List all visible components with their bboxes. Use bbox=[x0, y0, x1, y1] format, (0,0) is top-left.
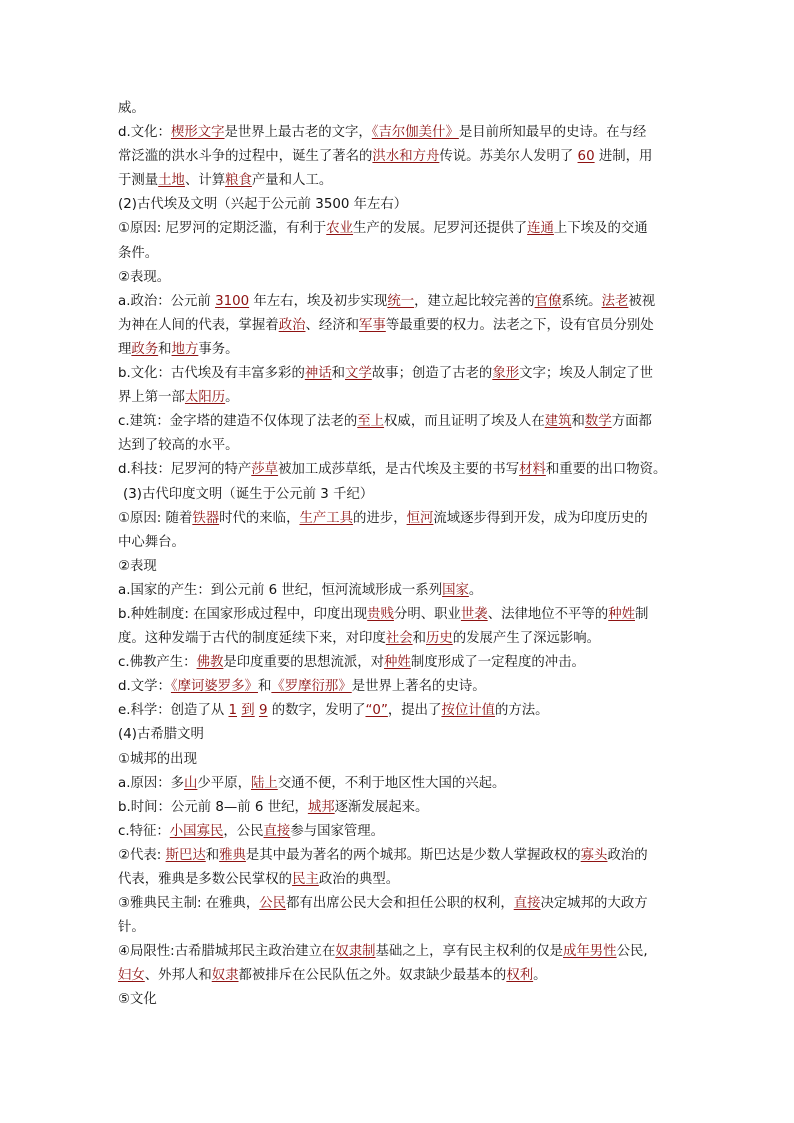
highlighted-term: 民主 bbox=[292, 872, 319, 887]
text-segment: 参与国家管理。 bbox=[290, 823, 385, 839]
highlighted-term: 文学 bbox=[345, 366, 372, 382]
highlighted-term: 山 bbox=[184, 775, 198, 791]
text-segment: 是世界上最古老的文字， bbox=[224, 125, 372, 141]
highlighted-term: 官僚 bbox=[534, 293, 562, 309]
text-segment: 少平原， bbox=[197, 775, 251, 791]
highlighted-term: 陆上 bbox=[250, 775, 278, 791]
text-segment: b.文化：古代埃及有丰富多彩的 bbox=[118, 366, 305, 382]
text-segment: 和 bbox=[331, 366, 346, 382]
text-segment: 和重要的出口物资。 bbox=[545, 462, 667, 478]
text-segment: 传说。苏美尔人发明了 bbox=[439, 149, 578, 165]
text-line bbox=[118, 266, 678, 290]
highlighted-term: 土地 bbox=[158, 173, 185, 189]
text-line bbox=[118, 651, 678, 675]
text-line bbox=[118, 627, 678, 651]
text-segment: 是印度重要的思想流派，对 bbox=[223, 655, 385, 671]
text-segment: 条件。 bbox=[118, 245, 159, 261]
text-segment: 上下埃及的交通 bbox=[553, 221, 648, 237]
text-segment: 、经济和 bbox=[305, 317, 360, 333]
highlighted-term: 铁器 bbox=[192, 510, 220, 526]
highlighted-term: 种姓 bbox=[384, 655, 411, 671]
text-line bbox=[118, 940, 678, 964]
text-segment: c.佛教产生： bbox=[118, 655, 197, 671]
highlighted-term: 太阳历 bbox=[184, 390, 226, 406]
text-segment: 事务。 bbox=[198, 341, 239, 357]
document-body bbox=[118, 97, 678, 1013]
highlighted-term: 直接 bbox=[513, 896, 541, 912]
text-segment: 。 bbox=[533, 968, 547, 984]
text-segment: 都被排斥在公民队伍之外。奴隶缺少最基本的 bbox=[238, 968, 507, 984]
text-segment: 流域逐步得到开发，成为印度历史的 bbox=[433, 510, 648, 526]
text-segment: 都有出席公民大会和担任公职的权利， bbox=[286, 896, 514, 912]
text-line bbox=[118, 410, 678, 434]
text-line bbox=[118, 603, 678, 627]
highlighted-term: 莎草 bbox=[251, 462, 279, 478]
highlighted-term: 60 bbox=[577, 149, 595, 165]
text-segment: 交通不便，不利于地区性大国的兴起。 bbox=[277, 775, 506, 791]
text-segment: a.国家的产生：到公元前 6 世纪，恒河流域形成一系列 bbox=[118, 582, 443, 598]
highlighted-term: 国家 bbox=[442, 582, 469, 598]
text-segment: 针。 bbox=[118, 920, 145, 936]
text-segment: 和 bbox=[412, 631, 426, 647]
highlighted-term: 按位计值 bbox=[441, 703, 496, 719]
text-line bbox=[118, 193, 678, 217]
text-segment: 。 bbox=[225, 390, 239, 406]
text-segment: (3)古代印度文明（诞生于公元前 3 千纪） bbox=[123, 486, 374, 502]
text-segment: ②表现 bbox=[118, 558, 157, 574]
highlighted-term: 军事 bbox=[359, 317, 386, 333]
text-segment: 、外邦人和 bbox=[144, 968, 212, 984]
text-segment: 和 bbox=[571, 414, 585, 430]
highlighted-term: 种姓 bbox=[608, 606, 635, 622]
text-line bbox=[118, 723, 678, 747]
highlighted-term: 9 bbox=[258, 703, 268, 719]
text-line bbox=[118, 386, 678, 410]
text-line bbox=[118, 844, 678, 868]
text-segment: ，提出了 bbox=[387, 703, 442, 719]
text-segment: 进制，用 bbox=[594, 149, 653, 165]
text-line bbox=[118, 988, 678, 1012]
text-segment: 于测量 bbox=[118, 173, 159, 189]
text-segment: 被视 bbox=[628, 293, 656, 309]
highlighted-term: 农业 bbox=[326, 221, 354, 237]
highlighted-term: 政务 bbox=[131, 341, 159, 357]
highlighted-term: 恒河 bbox=[406, 510, 434, 526]
highlighted-term: 贵贱 bbox=[367, 606, 394, 622]
text-segment: 达到了较高的水平。 bbox=[118, 438, 239, 454]
text-line bbox=[118, 555, 678, 579]
highlighted-term: 政治 bbox=[278, 317, 306, 333]
highlighted-term: 到 bbox=[241, 703, 255, 719]
highlighted-term: 城邦 bbox=[307, 799, 335, 815]
text-segment: 是世界上著名的史诗。 bbox=[351, 679, 486, 695]
text-segment: 威。 bbox=[118, 101, 145, 116]
highlighted-term: 寡头 bbox=[580, 847, 608, 863]
text-line bbox=[118, 362, 678, 386]
text-segment: 制 bbox=[634, 606, 649, 622]
text-segment: 文字；埃及人制定了世 bbox=[519, 366, 653, 382]
text-segment: 系统。 bbox=[561, 293, 602, 309]
text-line bbox=[118, 579, 678, 603]
highlighted-term: 材料 bbox=[519, 462, 546, 478]
highlighted-term: 斯巴达 bbox=[165, 847, 206, 863]
text-segment: ①城邦的出现 bbox=[118, 751, 197, 767]
highlighted-term: 成年男性 bbox=[563, 944, 617, 960]
text-segment: 中心舞台。 bbox=[118, 534, 185, 550]
text-segment: 度。这种发端于古代的制度延续下来，对印度 bbox=[118, 631, 386, 647]
highlighted-term: 社会 bbox=[385, 631, 413, 647]
text-segment: 、法律地位不平等的 bbox=[487, 606, 609, 622]
highlighted-term: 妇女 bbox=[118, 968, 145, 984]
text-line bbox=[118, 796, 678, 820]
text-segment: 界上第一部 bbox=[118, 390, 185, 406]
text-segment: 政治的典型。 bbox=[318, 872, 400, 887]
text-segment: d.文学： bbox=[118, 679, 171, 695]
highlighted-term: 《摩诃婆罗多》 bbox=[170, 679, 258, 695]
text-segment: 和 bbox=[158, 341, 172, 357]
highlighted-term: 连通 bbox=[527, 221, 554, 237]
text-segment: 产量和人工。 bbox=[251, 173, 333, 189]
text-line bbox=[118, 97, 678, 121]
text-line bbox=[118, 483, 678, 507]
text-segment: 的进步， bbox=[353, 510, 407, 526]
text-segment: 权威，而且证明了埃及人在 bbox=[384, 414, 545, 430]
text-segment: a.原因：多 bbox=[118, 775, 185, 791]
text-line bbox=[118, 531, 678, 555]
highlighted-term: 权利 bbox=[506, 968, 534, 984]
highlighted-term: 象形 bbox=[492, 366, 520, 382]
text-segment: 时代的来临， bbox=[219, 510, 300, 526]
text-line bbox=[118, 868, 678, 892]
text-segment: d.文化： bbox=[118, 125, 171, 141]
text-segment: 等最重要的权力。法老之下，设有官员分别处 bbox=[385, 317, 654, 333]
highlighted-term: 奴隶制 bbox=[335, 944, 376, 960]
text-line bbox=[118, 145, 678, 169]
text-line bbox=[118, 217, 678, 241]
text-segment: 逐渐发展起来。 bbox=[334, 799, 429, 815]
text-segment: a.政治：公元前 bbox=[118, 293, 216, 309]
text-segment: c.建筑：金字塔的建造不仅体现了法老的 bbox=[118, 414, 358, 430]
text-segment: 基础之上，享有民主权利的仅是 bbox=[375, 944, 564, 960]
text-line bbox=[118, 290, 678, 314]
text-segment: 是其中最为著名的两个城邦。斯巴达是少数人掌握政权的 bbox=[245, 847, 581, 863]
highlighted-term: 奴隶 bbox=[211, 968, 239, 984]
text-line bbox=[118, 675, 678, 699]
text-segment: 生产的发展。尼罗河还提供了 bbox=[353, 221, 528, 237]
text-line bbox=[118, 338, 678, 362]
highlighted-term: 1 bbox=[228, 703, 238, 719]
text-segment: 年左右，埃及初步实现 bbox=[249, 293, 388, 309]
text-segment: 被加工成莎草纸，是古代埃及主要的书写 bbox=[278, 462, 520, 478]
text-line bbox=[118, 772, 678, 796]
text-segment: 是目前所知最早的史诗。在与经 bbox=[458, 125, 647, 141]
text-segment: ②代表: bbox=[118, 847, 166, 863]
highlighted-term: 神话 bbox=[304, 366, 332, 382]
text-segment: d.科技：尼罗河的特产 bbox=[118, 462, 252, 478]
highlighted-term: 法老 bbox=[601, 293, 629, 309]
text-segment: 常泛滥的洪水斗争的过程中，诞生了著名的 bbox=[118, 149, 373, 165]
highlighted-term: 地方 bbox=[171, 341, 199, 357]
text-segment: ，建立起比较完善的 bbox=[414, 293, 535, 309]
highlighted-term: 建筑 bbox=[544, 414, 572, 430]
highlighted-term: 3100 bbox=[215, 293, 250, 309]
text-segment: 公民, bbox=[616, 944, 648, 960]
text-line bbox=[118, 121, 678, 145]
highlighted-term: 生产工具 bbox=[299, 510, 354, 526]
text-segment: ①原因: 尼罗河的定期泛滥，有利于 bbox=[118, 221, 327, 237]
text-segment: (4)古希腊文明 bbox=[118, 727, 204, 743]
text-segment: ，公民 bbox=[223, 823, 264, 839]
text-segment: 分明、职业 bbox=[393, 606, 461, 622]
highlighted-term: 世袭 bbox=[460, 606, 488, 622]
highlighted-term: 统一 bbox=[387, 293, 415, 309]
text-line bbox=[118, 916, 678, 940]
highlighted-term: 雅典 bbox=[219, 847, 246, 863]
text-segment: ②表现。 bbox=[118, 269, 171, 285]
highlighted-term: 《罗摩衍那》 bbox=[271, 679, 352, 695]
highlighted-term: 洪水和方舟 bbox=[372, 149, 440, 165]
highlighted-term: 《吉尔伽美什》 bbox=[371, 125, 459, 141]
highlighted-term: “0” bbox=[365, 703, 388, 719]
text-segment: 理 bbox=[118, 341, 132, 357]
text-segment: ①原因: 随着 bbox=[118, 510, 193, 526]
highlighted-term: 楔形文字 bbox=[170, 125, 225, 141]
text-segment: b.时间：公元前 8—前 6 世纪， bbox=[118, 799, 308, 815]
text-segment: 的数字，发明了 bbox=[267, 703, 366, 719]
text-segment: 代表，雅典是多数公民掌权的 bbox=[118, 872, 293, 887]
text-line bbox=[118, 892, 678, 916]
text-segment: ③雅典民主制: 在雅典， bbox=[118, 896, 260, 912]
text-segment: 。 bbox=[468, 582, 483, 598]
text-segment: 故事；创造了古老的 bbox=[371, 366, 493, 382]
text-line bbox=[118, 314, 678, 338]
highlighted-term: 至上 bbox=[357, 414, 385, 430]
text-segment: 和 bbox=[257, 679, 272, 695]
highlighted-term: 粮食 bbox=[225, 173, 252, 189]
highlighted-term: 小国寡民 bbox=[169, 823, 224, 839]
text-segment: 制度形成了一定程度的冲击。 bbox=[410, 655, 585, 671]
text-segment: (2)古代埃及文明（兴起于公元前 3500 年左右） bbox=[118, 197, 408, 213]
text-line bbox=[118, 748, 678, 772]
text-segment: 方面都 bbox=[611, 414, 652, 430]
text-segment: 政治的 bbox=[607, 847, 648, 863]
text-segment: 和 bbox=[205, 847, 220, 863]
highlighted-term: 佛教 bbox=[196, 655, 224, 671]
highlighted-term: 直接 bbox=[263, 823, 291, 839]
text-segment: 、计算 bbox=[184, 173, 226, 189]
text-segment: 的发展产生了深远影响。 bbox=[452, 631, 601, 647]
text-segment: b.种姓制度: 在国家形成过程中，印度出现 bbox=[118, 606, 368, 622]
text-segment: 的方法。 bbox=[495, 703, 549, 719]
text-line bbox=[118, 964, 678, 988]
highlighted-term: 公民 bbox=[259, 896, 287, 912]
text-segment: 为神在人间的代表，掌握着 bbox=[118, 317, 279, 333]
text-line bbox=[118, 169, 678, 193]
text-line bbox=[118, 434, 678, 458]
highlighted-term: 历史 bbox=[425, 631, 453, 647]
text-line bbox=[118, 458, 678, 482]
text-line bbox=[118, 507, 678, 531]
text-line bbox=[118, 699, 678, 723]
highlighted-term: 数学 bbox=[584, 414, 612, 430]
text-segment: e.科学：创造了从 bbox=[118, 703, 229, 719]
text-segment: ④局限性:古希腊城邦民主政治建立在 bbox=[118, 944, 336, 960]
text-segment: ⑤文化 bbox=[118, 992, 157, 1008]
text-line bbox=[118, 242, 678, 266]
text-line bbox=[118, 820, 678, 844]
text-segment: 决定城邦的大政方 bbox=[540, 896, 648, 912]
text-segment: c.特征： bbox=[118, 823, 170, 839]
